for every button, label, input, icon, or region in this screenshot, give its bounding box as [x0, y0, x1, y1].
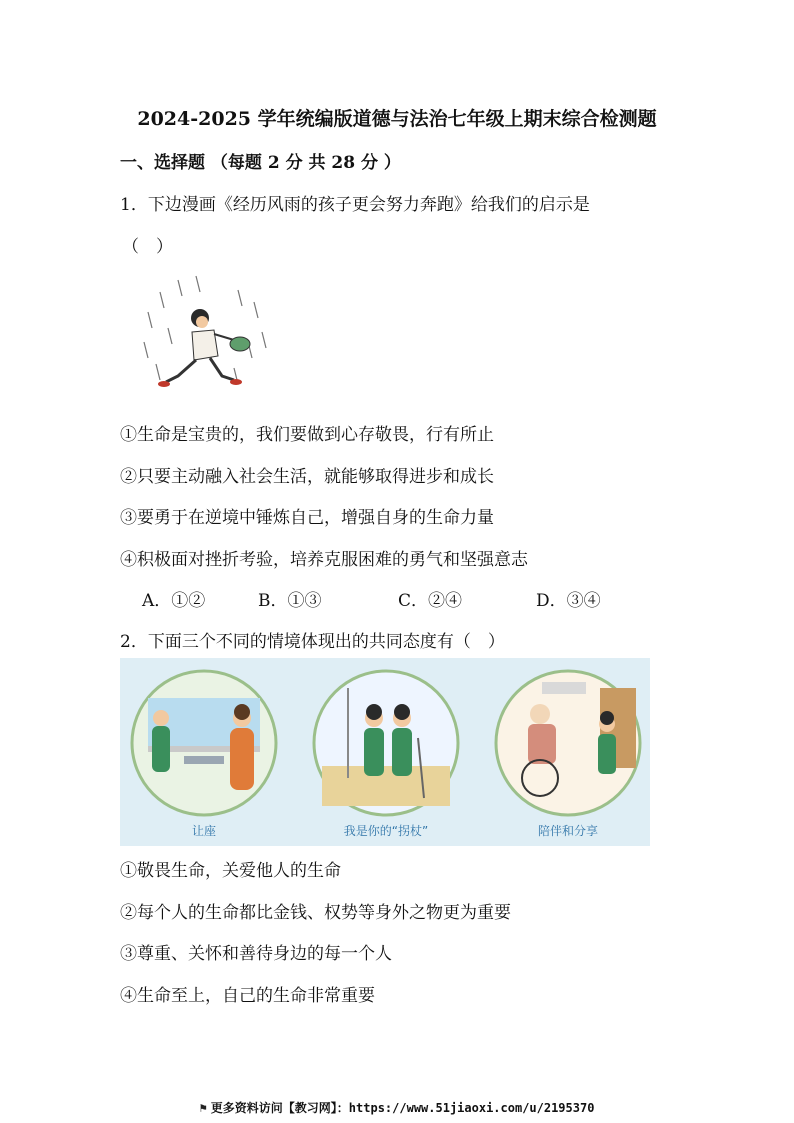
question-1-stem: 1．下边漫画《经历风雨的孩子更会努力奔跑》给我们的启示是	[120, 195, 590, 215]
q2-statement-3: ③尊重、关怀和善待身边的每一个人	[120, 944, 392, 964]
section-heading: 一、选择题 （每题 2 分 共 28 分 ）	[120, 153, 401, 173]
scenario-illustrations	[120, 658, 650, 846]
running-in-rain-illustration	[138, 272, 278, 402]
caption-be-your-crutch: 我是你的“拐杖”	[343, 824, 429, 838]
question-1-answer-blank: （ ）	[122, 237, 173, 257]
caption-offer-seat: 让座	[191, 824, 216, 838]
q1-option-d[interactable]: D．③④	[536, 591, 601, 611]
scene-company-and-sharing	[490, 668, 646, 818]
q1-option-c[interactable]: C．②④	[398, 591, 463, 611]
caption-company-and-sharing: 陪伴和分享	[537, 824, 598, 838]
q1-statement-3: ③要勇于在逆境中锤炼自己，增强自身的生命力量	[120, 508, 494, 528]
page-title: 2024-2025 学年统编版道德与法治七年级上期末综合检测题	[137, 108, 657, 130]
q2-statement-2: ②每个人的生命都比金钱、权势等身外之物更为重要	[120, 903, 511, 923]
q1-statement-2: ②只要主动融入社会生活，就能够取得进步和成长	[120, 467, 494, 487]
q1-statement-4: ④积极面对挫折考验，培养克服困难的勇气和坚强意志	[120, 550, 528, 570]
q1-statement-1: ①生命是宝贵的，我们要做到心存敬畏，行有所止	[120, 425, 494, 445]
q1-option-a[interactable]: A．①②	[142, 591, 206, 611]
flag-icon: ⚑	[199, 1101, 207, 1115]
q1-option-b[interactable]: B．①③	[258, 591, 322, 611]
scene-be-your-crutch	[308, 668, 464, 818]
footer-link[interactable]	[0, 1099, 794, 1116]
scene-offer-seat	[126, 668, 282, 818]
question-2-stem: 2．下面三个不同的情境体现出的共同态度有（ ）	[120, 632, 505, 652]
footer-text: 更多资料访问【教习网】：https://www.51jiaoxi.com/u/2195370	[210, 1101, 595, 1115]
q2-statement-1: ①敬畏生命，关爱他人的生命	[120, 861, 341, 881]
q2-statement-4: ④生命至上，自己的生命非常重要	[120, 986, 375, 1006]
